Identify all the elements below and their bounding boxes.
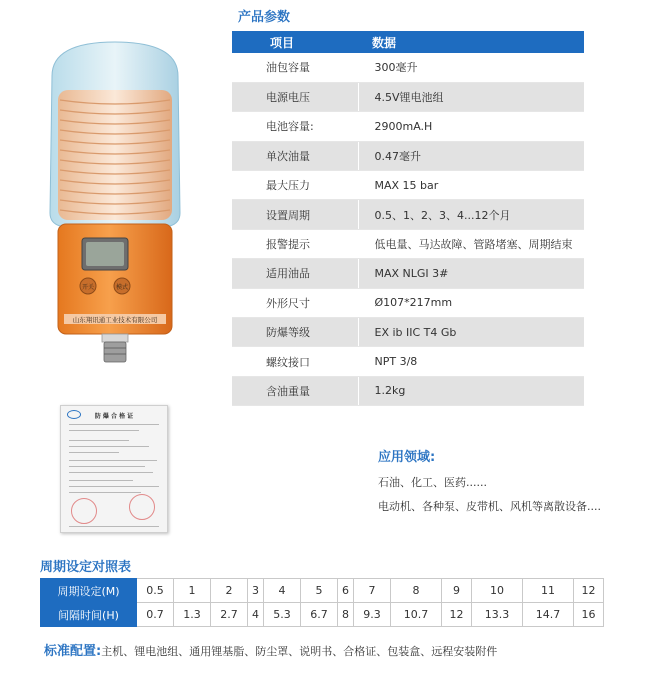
table-row — [232, 288, 584, 317]
table-row — [232, 141, 584, 170]
application-title: 应用领域: — [378, 450, 436, 465]
spec-key: 设置周期 — [232, 200, 358, 229]
spec-key: 油包容量 — [232, 53, 358, 82]
cycle-cell: 10 — [472, 579, 523, 603]
spec-value: MAX NLGI 3# — [358, 259, 584, 288]
table-row — [232, 171, 584, 200]
spec-value: NPT 3/8 — [358, 347, 584, 376]
cycle-cell: 9 — [442, 579, 472, 603]
spec-key: 外形尺寸 — [232, 288, 358, 317]
spec-table — [232, 31, 584, 406]
cycle-cell: 0.5 — [137, 579, 174, 603]
spec-key: 单次油量 — [232, 141, 358, 170]
cycle-row-label: 间隔时间(H) — [41, 603, 137, 627]
standard-config — [44, 640, 497, 659]
cycle-cell: 4 — [264, 579, 301, 603]
standard-config-text: 主机、锂电池组、通用锂基脂、防尘罩、说明书、合格证、包装盒、远程安装附件 — [101, 645, 498, 658]
cycle-cell: 3 — [248, 579, 264, 603]
cycle-table — [40, 578, 604, 627]
svg-text:开关: 开关 — [81, 284, 95, 291]
table-row — [41, 579, 604, 603]
application-line-2: 电动机、各种泵、皮带机、风机等离散设备.... — [378, 500, 601, 513]
cycle-cell: 5.3 — [264, 603, 301, 627]
table-row — [232, 112, 584, 141]
spec-value: Ø107*217mm — [358, 288, 584, 317]
spec-header-item: 项目 — [232, 31, 358, 53]
cycle-cell: 2.7 — [211, 603, 248, 627]
spec-key: 螺纹接口 — [232, 347, 358, 376]
cycle-cell: 11 — [523, 579, 574, 603]
table-row — [232, 318, 584, 347]
spec-title: 产品参数 — [238, 10, 291, 25]
table-row — [232, 53, 584, 82]
spec-key: 电池容量: — [232, 112, 358, 141]
spec-key: 适用油品 — [232, 259, 358, 288]
certificate-image — [60, 405, 168, 533]
spec-value: 4.5V锂电池组 — [358, 82, 584, 111]
spec-key: 电源电压 — [232, 82, 358, 111]
spec-value: 低电量、马达故障、管路堵塞、周期结束 — [358, 229, 584, 258]
spec-value: MAX 15 bar — [358, 171, 584, 200]
thread-connector — [104, 342, 126, 362]
spec-value: 0.5、1、2、3、4...12个月 — [358, 200, 584, 229]
table-row — [232, 82, 584, 111]
spec-value: 0.47毫升 — [358, 141, 584, 170]
spec-value: 300毫升 — [358, 53, 584, 82]
table-row — [232, 200, 584, 229]
cycle-cell: 12 — [442, 603, 472, 627]
stamp-icon — [71, 498, 97, 524]
cycle-cell: 7 — [354, 579, 391, 603]
application-line-1: 石油、化工、医药...... — [378, 476, 487, 489]
lubricator-illustration — [40, 38, 190, 383]
cycle-cell: 8 — [338, 603, 354, 627]
cycle-cell: 5 — [301, 579, 338, 603]
cycle-cell: 14.7 — [523, 603, 574, 627]
cycle-cell: 9.3 — [354, 603, 391, 627]
spec-key: 含油重量 — [232, 376, 358, 405]
cycle-cell: 8 — [391, 579, 442, 603]
cycle-table-title: 周期设定对照表 — [40, 560, 132, 575]
cycle-cell: 16 — [574, 603, 604, 627]
cycle-cell: 10.7 — [391, 603, 442, 627]
table-row — [232, 347, 584, 376]
spec-value: EX ib IIC T4 Gb — [358, 318, 584, 347]
cycle-row-label: 周期设定(M) — [41, 579, 137, 603]
table-row — [41, 603, 604, 627]
spec-value: 1.2kg — [358, 376, 584, 405]
cycle-cell: 6.7 — [301, 603, 338, 627]
spec-header-data: 数据 — [358, 31, 584, 53]
cycle-cell: 4 — [248, 603, 264, 627]
spec-key: 最大压力 — [232, 171, 358, 200]
table-row — [232, 376, 584, 405]
cycle-cell: 0.7 — [137, 603, 174, 627]
cycle-cell: 6 — [338, 579, 354, 603]
standard-config-label: 标准配置: — [44, 644, 102, 659]
table-row — [232, 229, 584, 258]
spec-key: 防爆等级 — [232, 318, 358, 347]
spec-key: 报警提示 — [232, 229, 358, 258]
svg-text:模式: 模式 — [115, 284, 129, 291]
cycle-cell: 13.3 — [472, 603, 523, 627]
cycle-cell: 2 — [211, 579, 248, 603]
spec-value: 2900mA.H — [358, 112, 584, 141]
product-image — [40, 38, 190, 383]
certificate-title: 防 爆 合 格 证 — [94, 413, 134, 420]
svg-text:山东翔讯通工业技术有限公司: 山东翔讯通工业技术有限公司 — [72, 316, 158, 324]
table-row — [232, 259, 584, 288]
cycle-cell: 12 — [574, 579, 604, 603]
cycle-cell: 1 — [174, 579, 211, 603]
stamp-icon — [129, 494, 155, 520]
bellows — [58, 90, 172, 220]
cycle-cell: 1.3 — [174, 603, 211, 627]
